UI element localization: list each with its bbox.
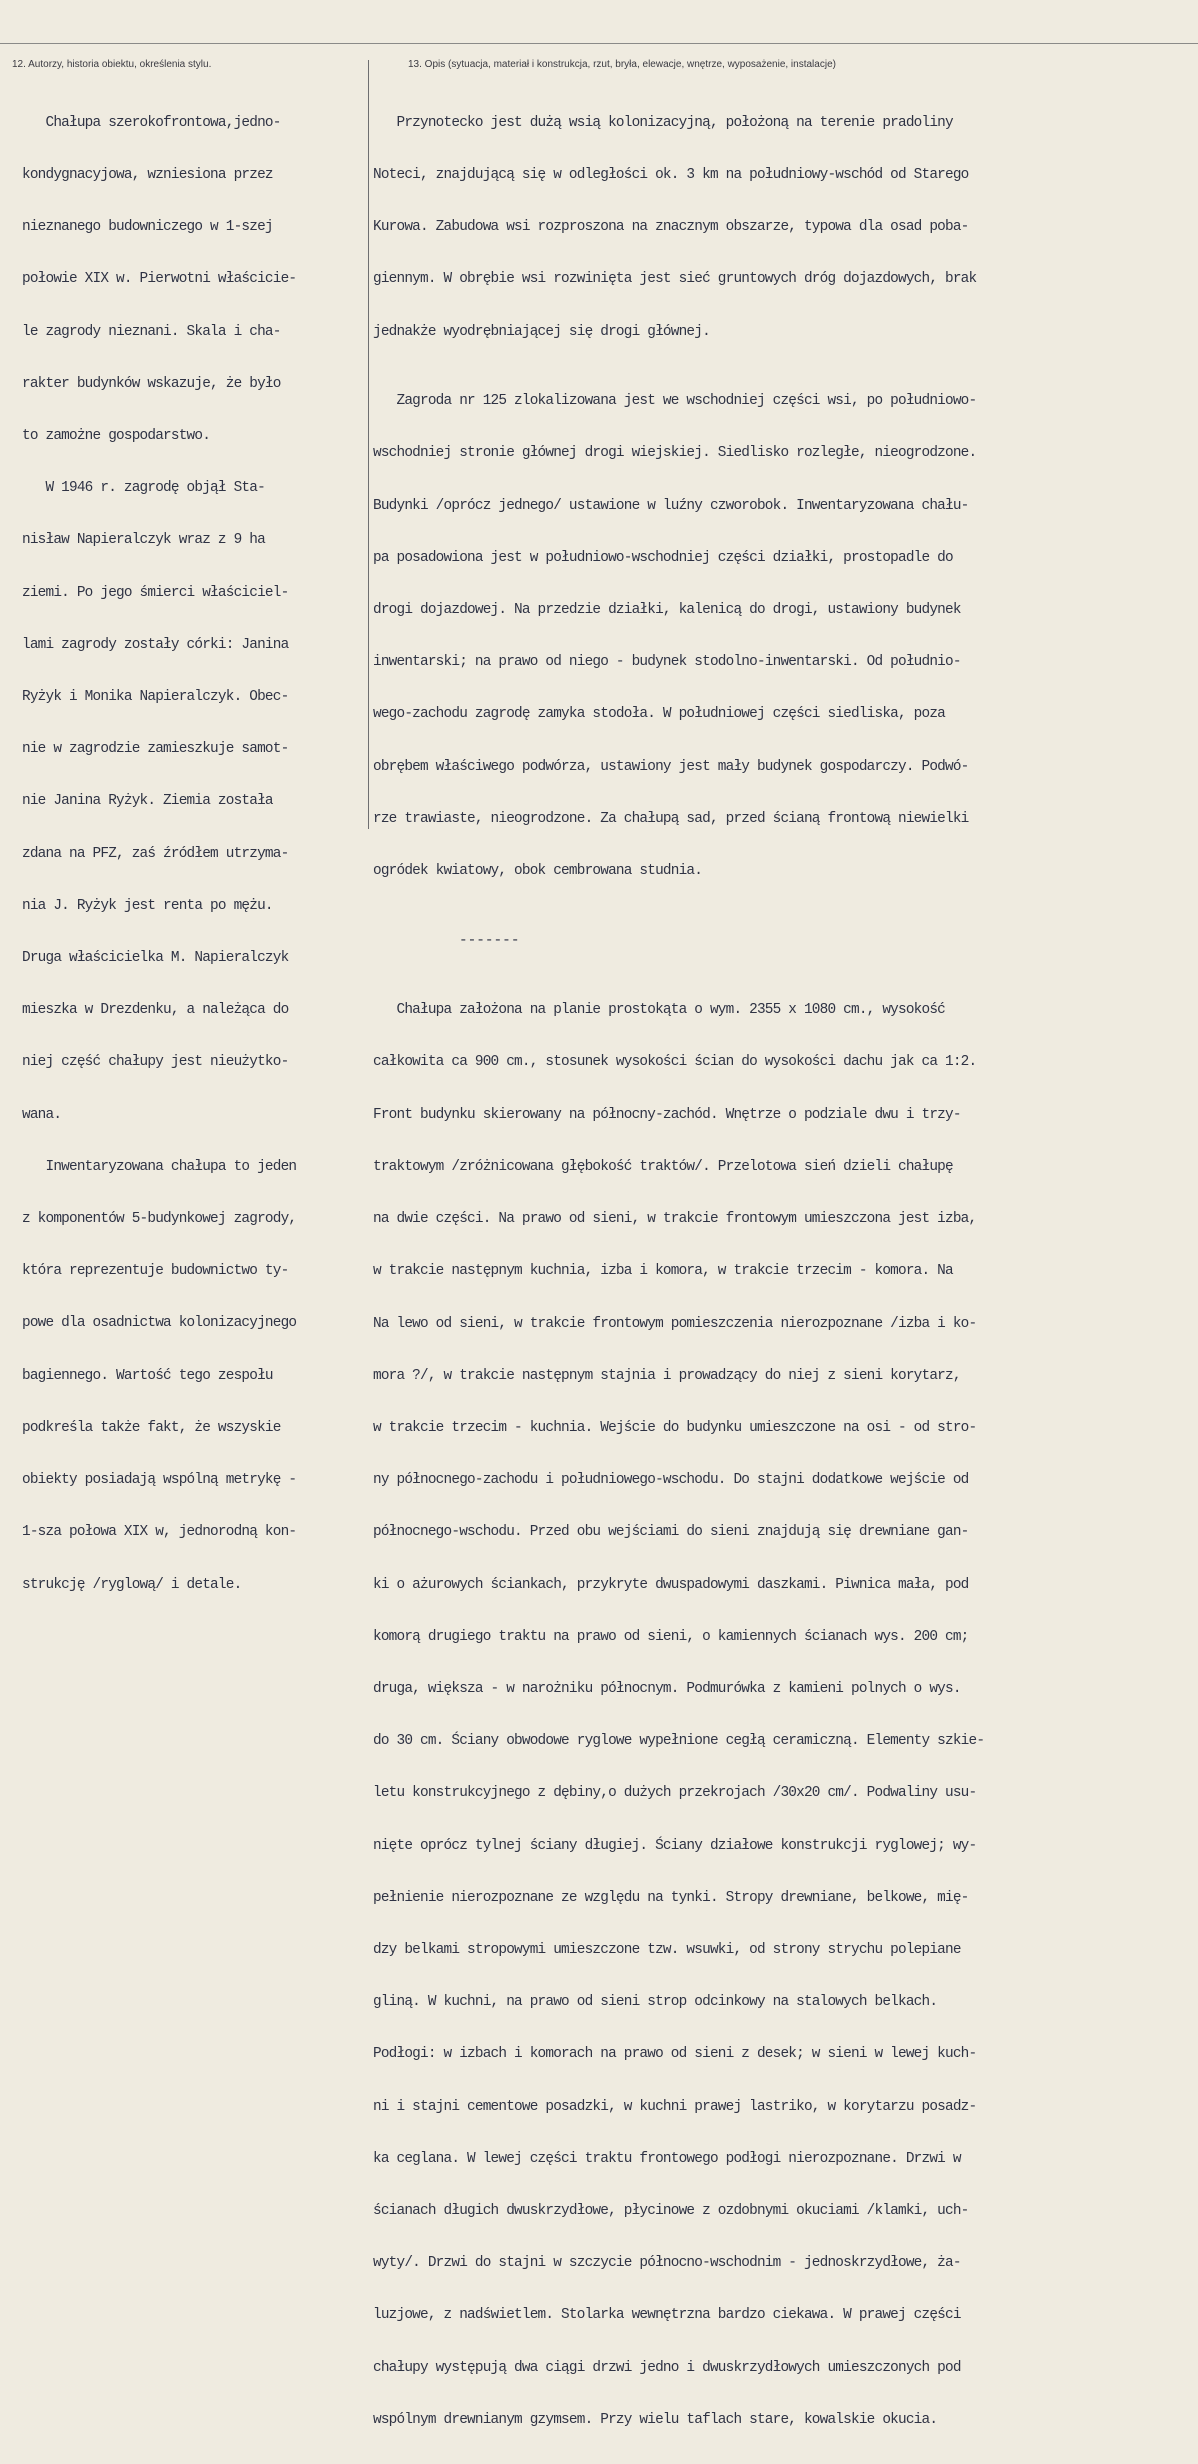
- text-line: Inwentaryzowana chałupa to jeden: [22, 1158, 297, 1175]
- text-line: Ryżyk i Monika Napieralczyk. Obec-: [22, 689, 289, 706]
- text-line: wspólnym drewnianym gzymsem. Przy wielu taflach stare, kowalskie okucia.: [373, 2411, 938, 2428]
- section-13-header: 13. Opis (sytuacja, materiał i konstrukcja, rzut, bryła, elewacje, wnętrze, wyposażenie, instalacje): [408, 59, 836, 70]
- text-line: niej część chałupy jest nieużytko-: [22, 1054, 289, 1071]
- description-column: [373, 80, 984, 2464]
- text-line: nieznanego budowniczego w 1-szej: [22, 219, 273, 236]
- text-line: komorą drugiego traktu na prawo od sieni, o kamiennych ścianach wys. 200 cm;: [373, 1628, 969, 1645]
- text-line: dzy belkami stropowymi umieszczone tzw. wsuwki, od strony strychu polepiane: [373, 1941, 961, 1958]
- section-12-header: 12. Autorzy, historia obiektu, określenia stylu.: [12, 59, 212, 70]
- separator-dashes: -------: [459, 932, 520, 949]
- text-line: giennym. W obrębie wsi rozwinięta jest sieć gruntowych dróg dojazdowych, brak: [373, 271, 977, 288]
- text-line: wana.: [22, 1106, 62, 1123]
- text-line: to zamożne gospodarstwo.: [22, 428, 211, 445]
- text-line: strukcję /ryglową/ i detale.: [22, 1576, 242, 1593]
- text-line: jednakże wyodrębniającej się drogi głównej.: [373, 323, 710, 340]
- text-line: Przynotecko jest dużą wsią kolonizacyjną, położoną na terenie pradoliny: [373, 114, 953, 131]
- text-line: nie Janina Ryżyk. Ziemia została: [22, 793, 273, 810]
- text-line: gliną. W kuchni, na prawo od sieni strop odcinkowy na stalowych belkach.: [373, 1994, 938, 2011]
- column-divider: [368, 60, 369, 829]
- text-line: nisław Napieralczyk wraz z 9 ha: [22, 532, 265, 549]
- text-line: ni i stajni cementowe posadzki, w kuchni prawej lastriko, w korytarzu posadz-: [373, 2098, 977, 2115]
- text-line: podkreśla także fakt, że wszyskie: [22, 1419, 281, 1436]
- text-line: 1-sza połowa XIX w, jednorodną kon-: [22, 1524, 297, 1541]
- text-line: luzjowe, z nadświetlem. Stolarka wewnętrzna bardzo ciekawa. W prawej części: [373, 2307, 961, 2324]
- text-line: Podłogi: w izbach i komorach na prawo od sieni z desek; w sieni w lewej kuch-: [373, 2046, 977, 2063]
- text-line: traktowym /zróżnicowana głębokość traktów/. Przelotowa sień dzieli chałupę: [373, 1158, 953, 1175]
- text-line: Front budynku skierowany na północny-zachód. Wnętrze o podziale dwu i trzy-: [373, 1106, 961, 1123]
- text-line: druga, większa - w narożniku północnym. Podmurówka z kamieni polnych o wys.: [373, 1680, 961, 1697]
- text-line: w trakcie trzecim - kuchnia. Wejście do budynku umieszczone na osi - od stro-: [373, 1419, 977, 1436]
- text-line: pełnienie nierozpoznane ze względu na tynki. Stropy drewniane, belkowe, mię-: [373, 1889, 969, 1906]
- text-line: ziemi. Po jego śmierci właściciel-: [22, 584, 289, 601]
- text-line: Druga właścicielka M. Napieralczyk: [22, 950, 289, 967]
- text-line: Noteci, znajdującą się w odległości ok. 3 km na południowy-wschód od Starego: [373, 167, 969, 184]
- text-line: ny północnego-zachodu i południowego-wschodu. Do stajni dodatkowe wejście od: [373, 1472, 969, 1489]
- text-line: połowie XIX w. Pierwotni właścicie-: [22, 271, 297, 288]
- text-line: powe dla osadnictwa kolonizacyjnego: [22, 1315, 297, 1332]
- text-line: Na lewo od sieni, w trakcie frontowym pomieszczenia nierozpoznane /izba i ko-: [373, 1315, 977, 1332]
- text-line: nia J. Ryżyk jest renta po mężu.: [22, 897, 273, 914]
- text-line: z komponentów 5-budynkowej zagrody,: [22, 1211, 297, 1228]
- text-line: ścianach długich dwuskrzydłowe, płycinowe z ozdobnymi okuciami /klamki, uch-: [373, 2202, 969, 2219]
- text-line: rze trawiaste, nieogrodzone. Za chałupą sad, przed ścianą frontową niewielki: [373, 810, 969, 827]
- text-line: ogródek kwiatowy, obok cembrowana studnia.: [373, 863, 703, 880]
- text-line: która reprezentuje budownictwo ty-: [22, 1263, 289, 1280]
- text-line: wego-zachodu zagrodę zamyka stodoła. W południowej części siedliska, poza: [373, 706, 946, 723]
- text-line: obrębem właściwego podwórza, ustawiony jest mały budynek gospodarczy. Podwó-: [373, 758, 969, 775]
- text-line: kondygnacyjowa, wzniesiona przez: [22, 167, 273, 184]
- text-line: le zagrody nieznani. Skala i cha-: [22, 323, 281, 340]
- text-line: rakter budynków wskazuje, że było: [22, 375, 281, 392]
- text-line: Kurowa. Zabudowa wsi rozproszona na znacznym obszarze, typowa dla osad poba-: [373, 219, 969, 236]
- text-line: Chałupa założona na planie prostokąta o wym. 2355 x 1080 cm., wysokość: [373, 1002, 946, 1019]
- text-line: W 1946 r. zagrodę objął Sta-: [22, 480, 265, 497]
- text-line: północnego-wschodu. Przed obu wejściami do sieni znajdują się drewniane gan-: [373, 1524, 969, 1541]
- text-line: inwentarski; na prawo od niego - budynek stodolno-inwentarski. Od południo-: [373, 654, 961, 671]
- text-line: chałupy występują dwa ciągi drzwi jedno i dwuskrzydłowych umieszczonych pod: [373, 2359, 961, 2376]
- text-line: na dwie części. Na prawo od sieni, w trakcie frontowym umieszczona jest izba,: [373, 1211, 977, 1228]
- text-line: do 30 cm. Ściany obwodowe ryglowe wypełnione cegłą ceramiczną. Elementy szkie-: [373, 1733, 985, 1750]
- text-line: ka ceglana. W lewej części traktu frontowego podłogi nierozpoznane. Drzwi w: [373, 2150, 961, 2167]
- text-line: lami zagrody zostały córki: Janina: [22, 636, 289, 653]
- text-line: pa posadowiona jest w południowo-wschodniej części działki, prostopadle do: [373, 549, 953, 566]
- text-line: mora ?/, w trakcie następnym stajnia i prowadzący do niej z sieni korytarz,: [373, 1367, 961, 1384]
- text-line: wyty/. Drzwi do stajni w szczycie północno-wschodnim - jednoskrzydłowe, ża-: [373, 2255, 961, 2272]
- text-line: nie w zagrodzie zamieszkuje samot-: [22, 741, 289, 758]
- text-line: ki o ażurowych ściankach, przykryte dwuspadowymi daszkami. Piwnica mała, pod: [373, 1576, 969, 1593]
- text-line: Chałupa szerokofrontowa,jedno-: [22, 114, 281, 131]
- authors-history-column: [22, 80, 296, 1629]
- text-line: wschodniej stronie głównej drogi wiejskiej. Siedlisko rozległe, nieogrodzone.: [373, 445, 977, 462]
- text-line: obiekty posiadają wspólną metrykę -: [22, 1472, 297, 1489]
- text-line: w trakcie następnym kuchnia, izba i komora, w trakcie trzecim - komora. Na: [373, 1263, 953, 1280]
- text-line: zdana na PFZ, zaś źródłem utrzyma-: [22, 845, 289, 862]
- text-line: nięte oprócz tylnej ściany długiej. Ściany działowe konstrukcji ryglowej; wy-: [373, 1837, 977, 1854]
- text-line: drogi dojazdowej. Na przedzie działki, kalenicą do drogi, ustawiony budynek: [373, 602, 961, 619]
- text-line: letu konstrukcyjnego z dębiny,o dużych przekrojach /30x20 cm/. Podwaliny usu-: [373, 1785, 977, 1802]
- text-line: Budynki /oprócz jednego/ ustawione w luźny czworobok. Inwentaryzowana chału-: [373, 497, 969, 514]
- text-line: mieszka w Drezdenku, a należąca do: [22, 1002, 289, 1019]
- top-rule: [0, 43, 1198, 44]
- text-line: Zagroda nr 125 zlokalizowana jest we wschodniej części wsi, po południowo-: [373, 393, 977, 410]
- text-line: bagiennego. Wartość tego zespołu: [22, 1367, 273, 1384]
- text-line: całkowita ca 900 cm., stosunek wysokości ścian do wysokości dachu jak ca 1:2.: [373, 1054, 977, 1071]
